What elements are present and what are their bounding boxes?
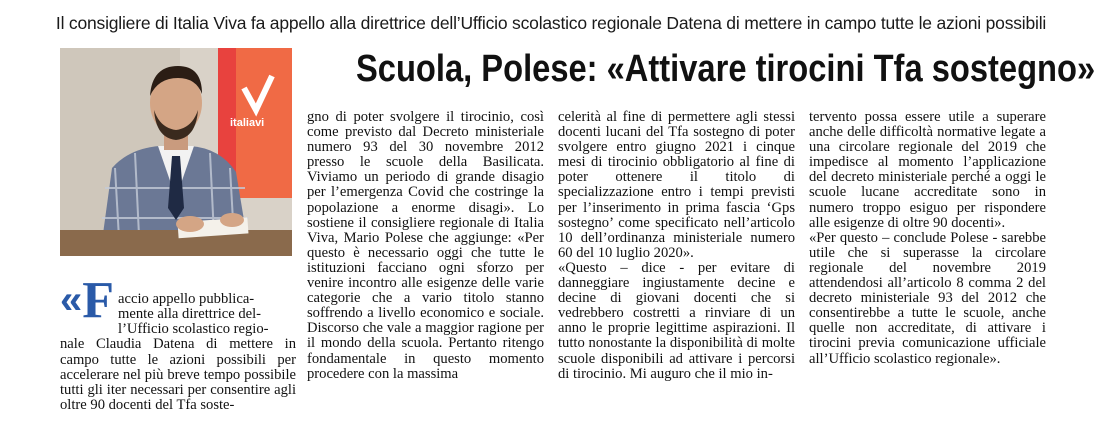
article-column-3: celerità al fine di permettere agli stessi docenti lucani del Tfa sostegno di poter svolgere entro giugno 2021 i cinque mesi di tirocinio obbligatorio al fine di poter ottenere il titolo di specializzazione entro i tempi previsti per l’inserimento in prima fascia ‘Gps sostegno’ come specificato nell’articolo 10 dell’ordinanza ministeriale numero 60 del 10 luglio 2020». «Questo – dice - per evitare di danneggiare ingiustamente decine e decine di giovani docenti che si vedrebbero costretti a rinviare di un anno le proprie legittime aspirazioni. Il tutto nonostante la disponibilità di molte scuole disponibili ad attivare i percorsi di tirocinio. Mi auguro che il mio in- — [558, 109, 795, 382]
dropcap — [60, 272, 115, 330]
article-photo — [60, 48, 292, 256]
banner-logo-text: italiavi — [230, 117, 265, 129]
article-column-1 — [60, 262, 296, 413]
column-1-text: accio appello pubblica- mente alla direttrice del- l’Ufficio scolastico regio- nale Claudia Datena di mettere in campo tutte le azioni possibili per accelerare nel più breve tempo possibile tutti gli iter necessari per consentire agli oltre 90 docenti del Tfa soste- — [60, 291, 296, 413]
article-headline: Scuola, Polese: «Attivare tirocini Tfa sostegno» — [356, 48, 1096, 90]
dropcap-quote: « — [60, 278, 83, 323]
article-column-2: gno di poter svolgere il tirocinio, così come previsto dal Decreto ministeriale numero 93 del 30 novembre 2012 presso le scuole della Basilicata. Viviamo un periodo di grande disagio per l’emergenza Covid che costringe la popolazione a enorme disagi». Lo sostiene il consigliere regionale di Italia Viva, Mario Polese che aggiunge: «Per questo è necessario oggi che tutte le istituzioni facciano ogni sforzo per venire incontro alle esigenze delle varie categorie che a vario titolo stanno soffrendo a livello economico e sociale. Discorso che vale a maggior ragione per il mondo della scuola. Pertanto ritengo fondamentale in questo momento procedere con la massima — [307, 109, 544, 382]
article-kicker: Il consigliere di Italia Viva fa appello alla direttrice dell’Ufficio scolastico regionale Datena di mettere in campo tutte le azioni possibili — [55, 13, 1047, 33]
dropcap-letter: F — [82, 272, 115, 330]
article-column-4: tervento possa essere utile a superare anche delle difficoltà normative legate a una circolare regionale del 2019 che impedisce al momento l’applicazione del decreto ministeriale perché a oggi le scuole lucane accreditate sono in numero troppo esiguo per rispondere alle esigenze di oltre 90 docenti». «Per questo – conclude Polese - sarebbe utile che si superasse la circolare regionale del novembre 2019 attendendosi all’articolo 8 comma 2 del decreto ministeriale 93 del 2012 che consentirebbe a tutte le scuole, anche quelle non accreditate, di attivare i tirocini previa comunicazione ufficiale all’Ufficio scolastico regionale». — [809, 109, 1046, 367]
